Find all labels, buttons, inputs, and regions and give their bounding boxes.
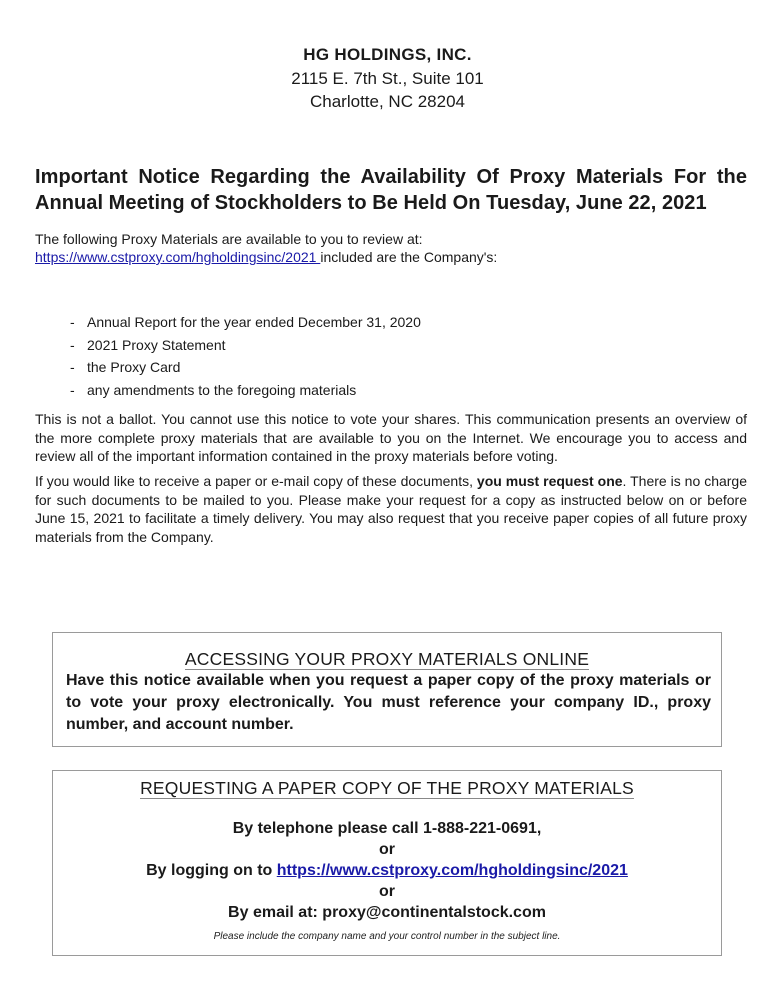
telephone-line: By telephone please call 1-888-221-0691, xyxy=(232,820,542,837)
not-a-ballot-paragraph: This is not a ballot. You cannot use this notice to vote your shares. This communication presents an overview of the more complete proxy materials that are available to you on the Internet. We encourage you to access and review all of the important information contained in the proxy materials before voting. xyxy=(35,411,747,464)
address-line-1: 2115 E. 7th St., Suite 101 xyxy=(291,69,484,88)
heading-text: ACCESSING YOUR PROXY MATERIALS ONLINE xyxy=(184,649,590,669)
online-access-heading xyxy=(53,649,721,670)
or-separator: or xyxy=(379,841,395,858)
paper-copy-box xyxy=(52,770,722,956)
paragraph-text: . There is no charge for such documents to be mailed to you. Please make your request for a copy as instructed below on or before June 15, 2021 to facilitate a timely delivery. You may also request that you receive paper copies of all future proxy materials from the Company. xyxy=(35,473,748,545)
list-item xyxy=(70,334,421,357)
or-separator: or xyxy=(379,883,395,900)
heading-text: REQUESTING A PAPER COPY OF THE PROXY MATERIALS xyxy=(140,778,634,798)
request-copy-paragraph xyxy=(35,472,747,546)
email-line: By email at: proxy@continentalstock.com xyxy=(228,904,546,921)
paragraph-bold-text: you must request one xyxy=(476,473,623,489)
dash-bullet: - xyxy=(70,381,75,398)
online-access-box xyxy=(52,632,722,747)
subject-line-note: Please include the company name and your control number in the subject line. xyxy=(213,931,561,942)
intro-after-link: included are the Company's: xyxy=(320,249,498,265)
list-item xyxy=(70,311,421,334)
dash-bullet: - xyxy=(70,336,75,353)
dash-bullet: - xyxy=(70,314,75,330)
dash-bullet: - xyxy=(70,359,75,375)
company-name: HG HOLDINGS, INC. xyxy=(303,45,472,64)
logon-link[interactable]: https://www.cstproxy.com/hgholdingsinc/2021 xyxy=(276,862,628,879)
request-methods xyxy=(53,818,721,923)
proxy-materials-link[interactable]: https://www.cstproxy.com/hgholdingsinc/2021 xyxy=(35,249,321,265)
notice-title: Important Notice Regarding the Availability Of Proxy Materials For the Annual Meeting of Stockholders to Be Held On Tuesday, June 22, 2021 xyxy=(35,166,747,214)
logon-prefix: By logging on to xyxy=(146,862,277,879)
paragraph-text: If you would like to receive a paper or e-mail copy of these documents, xyxy=(35,473,477,489)
address-line-2: Charlotte, NC 28204 xyxy=(310,92,465,111)
list-item xyxy=(70,379,421,402)
online-access-body: Have this notice available when you request a paper copy of the proxy materials or to vote your proxy electronically. You must reference your company ID., proxy number, and account number. xyxy=(66,672,711,733)
intro-text: The following Proxy Materials are available to you to review at: xyxy=(35,231,423,247)
list-item-label: Annual Report for the year ended December 31, 2020 xyxy=(87,314,421,330)
list-item xyxy=(70,356,421,379)
materials-list xyxy=(70,311,421,401)
list-item-label: the Proxy Card xyxy=(87,359,181,375)
list-item-label: any amendments to the foregoing materials xyxy=(87,381,357,398)
intro-paragraph xyxy=(35,230,747,266)
logon-line xyxy=(53,860,721,881)
list-item-label: 2021 Proxy Statement xyxy=(87,336,226,353)
paper-copy-heading xyxy=(53,778,721,799)
